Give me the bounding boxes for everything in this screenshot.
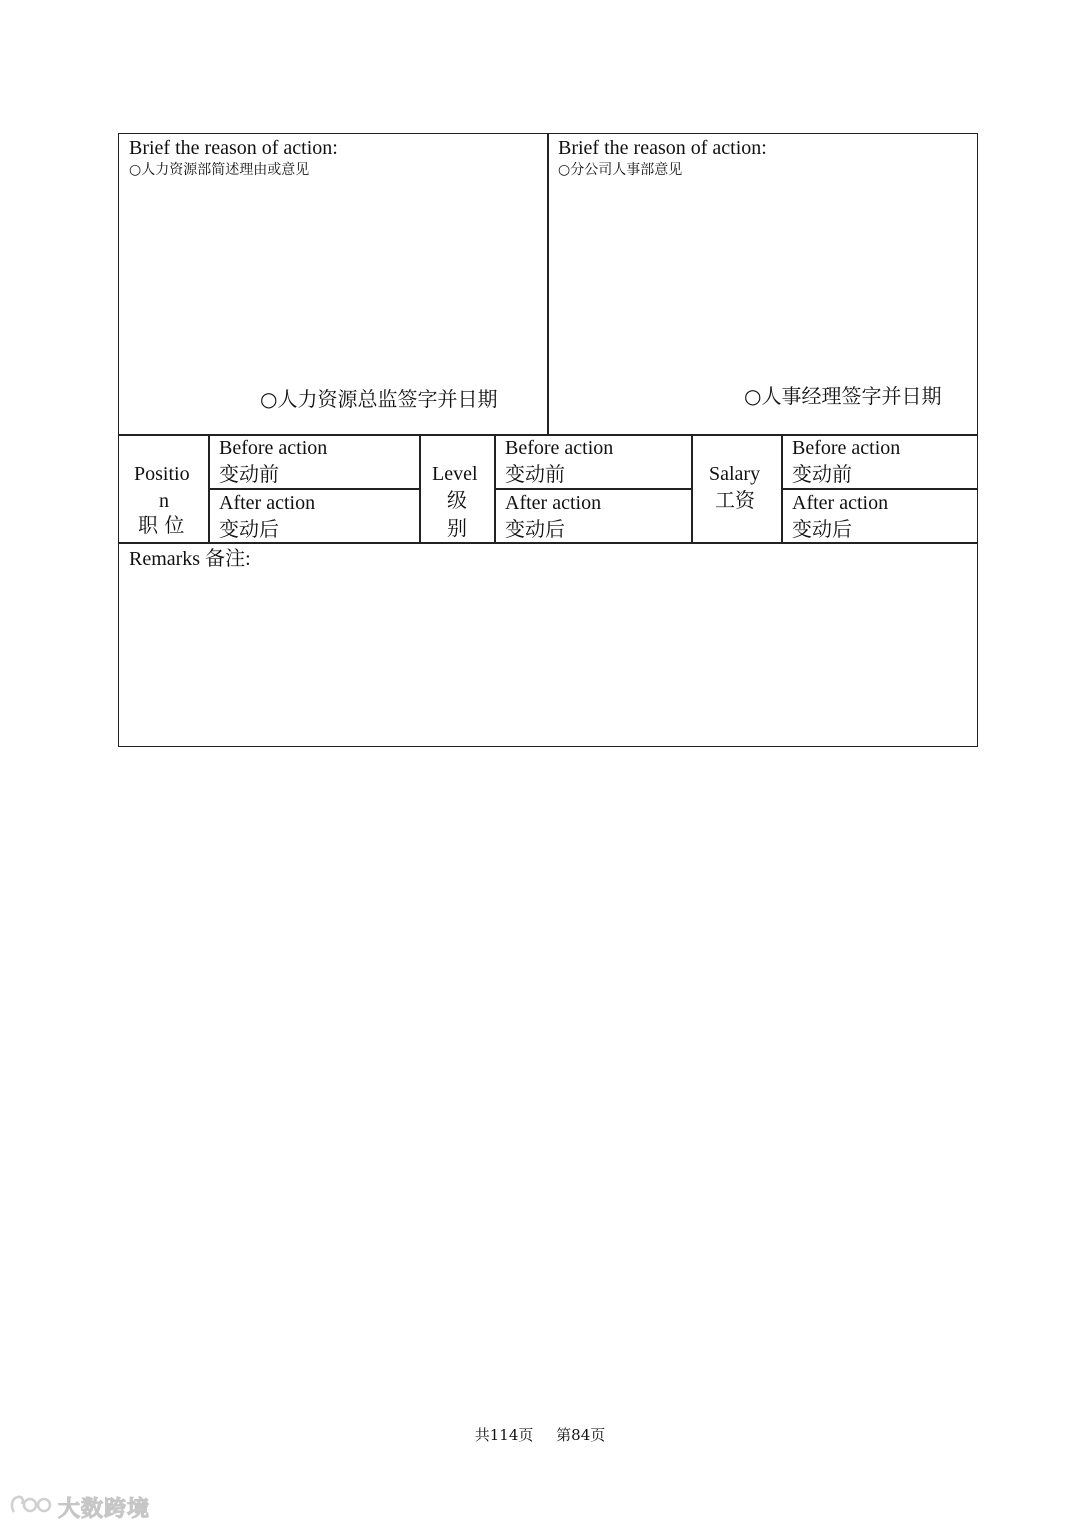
salary-after-label-cn: 变动后 [792,517,852,541]
position-after-label: After action [219,492,316,514]
level-before-label: Before action [505,437,614,459]
watermark-logo-icon [8,1492,52,1523]
divider-change-bottom [119,542,977,544]
divider-salary-mid [782,488,978,490]
current-page: 第84页 [556,1426,606,1444]
salary-after-label: After action [792,492,889,514]
watermark [8,1492,150,1523]
level-label: Level [432,463,478,485]
watermark-text: 大数跨境 [58,1497,151,1522]
divider-level-mid [495,488,692,490]
position-after-label-cn: 变动后 [219,517,279,541]
position-before-label-cn: 变动前 [219,462,279,486]
personnel-action-form [118,133,978,747]
level-after-label: After action [505,492,602,514]
level-label-cn-1: 级 [447,488,467,512]
hr-reason-subtitle: ○人力资源部简述理由或意见 [129,162,310,178]
position-before-label: Before action [219,437,328,459]
salary-label-cn: 工资 [715,488,755,512]
branch-reason-label: Brief the reason of action: [558,137,767,159]
divider-reason-vertical [547,134,549,435]
level-before-label-cn: 变动前 [505,462,565,486]
hr-manager-signature-label: ○人事经理签字并日期 [744,384,942,408]
salary-label: Salary [709,463,761,485]
divider-reason-bottom [119,434,977,436]
salary-before-label: Before action [792,437,901,459]
position-label: Positio [134,463,190,485]
hr-reason-label: Brief the reason of action: [129,137,338,159]
level-after-label-cn: 变动后 [505,517,565,541]
salary-before-label-cn: 变动前 [792,462,852,486]
position-label-cn: 职 位 [138,513,185,537]
divider-position-mid [209,488,420,490]
remarks-label: Remarks 备注: [129,548,251,570]
hr-director-signature-label: ○人力资源总监签字并日期 [260,387,498,411]
total-pages: 共114页 [474,1426,534,1444]
branch-reason-subtitle: ○分公司人事部意见 [558,162,683,178]
level-label-cn-2: 别 [447,516,467,540]
position-label-wrap: n [159,490,169,512]
page-footer [0,1424,1080,1445]
